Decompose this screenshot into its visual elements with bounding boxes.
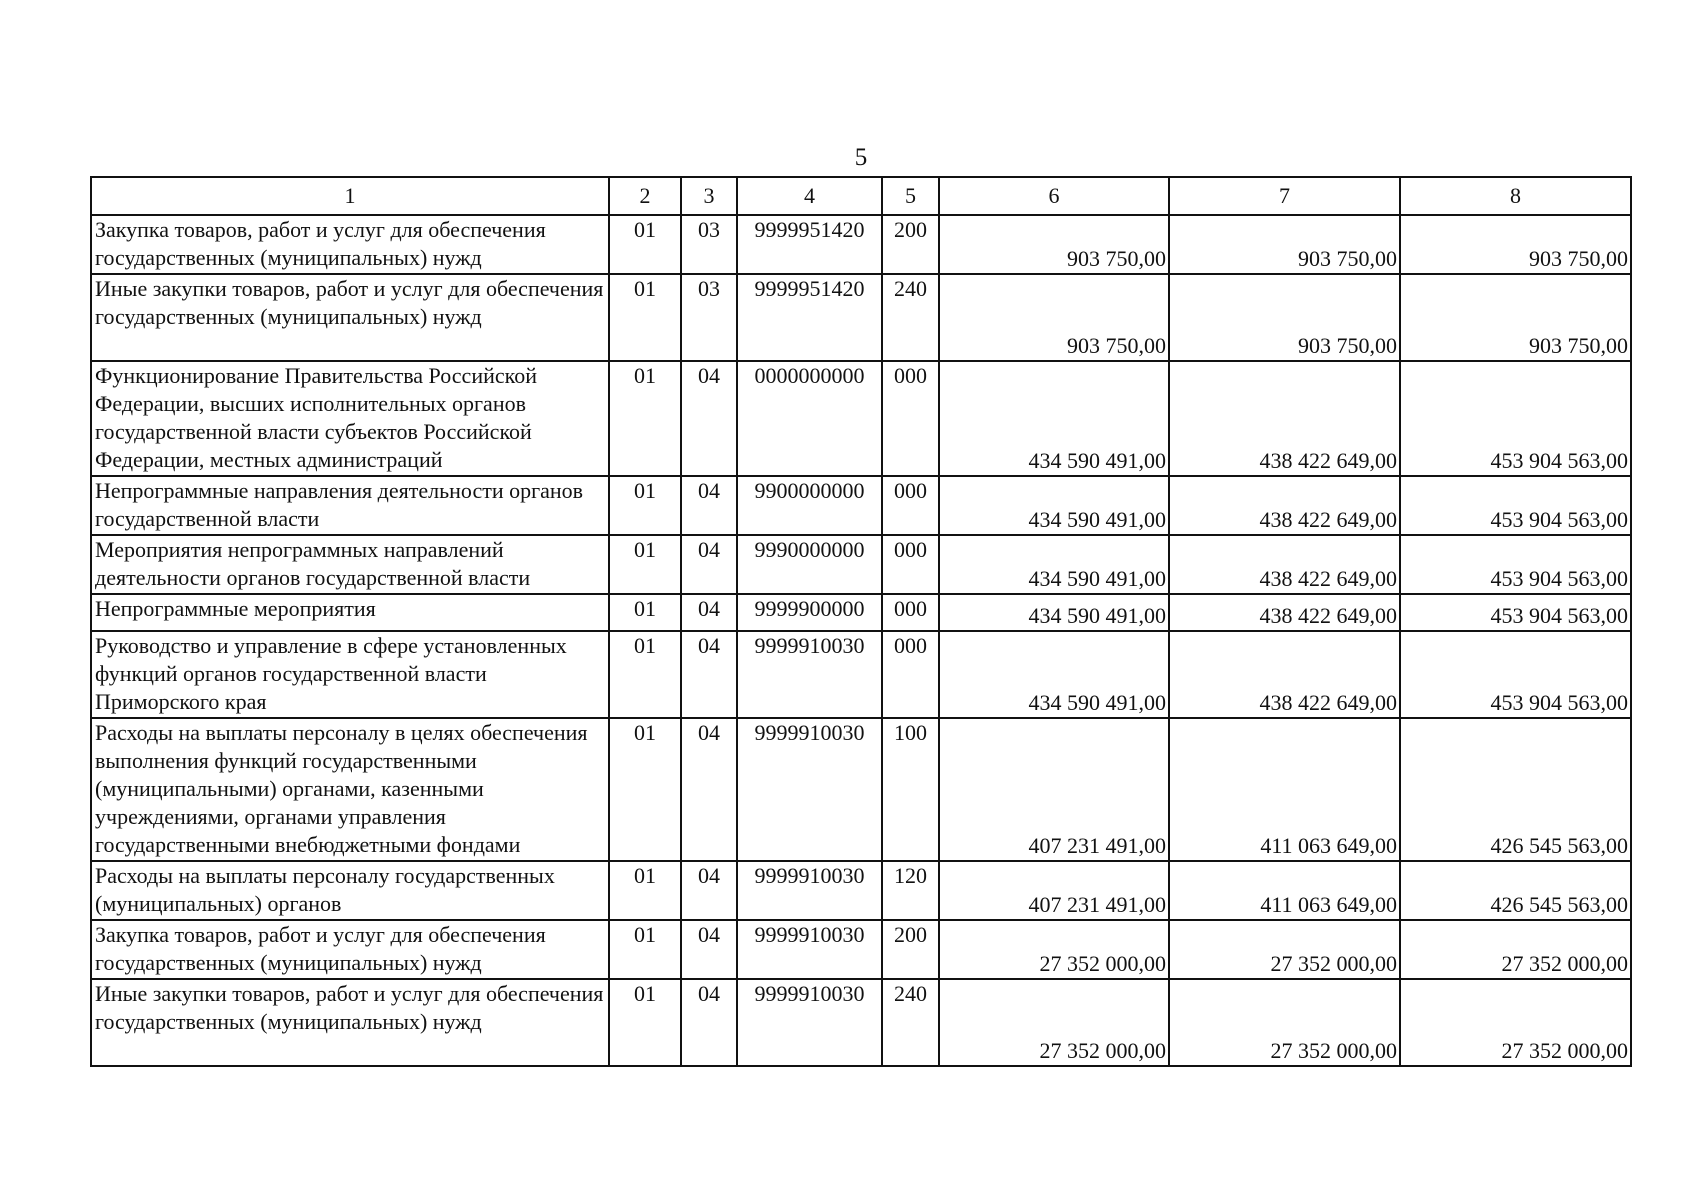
- section-code: 01: [609, 274, 681, 361]
- target-article-code: 9900000000: [737, 476, 882, 535]
- expense-type-code: 200: [882, 920, 939, 979]
- column-header: 8: [1400, 177, 1631, 215]
- subsection-code: 04: [681, 920, 737, 979]
- table-row: [91, 861, 1631, 920]
- row-name: Расходы на выплаты персоналу в целях обеспечения выполнения функций государственными (муниципальными) органами, казенными учреждениями, органами управления государственными внебюджетными фондами: [91, 718, 609, 861]
- column-header: 6: [939, 177, 1169, 215]
- amount-col8: 27 352 000,00: [1400, 920, 1631, 979]
- column-header: 7: [1169, 177, 1400, 215]
- section-code: 01: [609, 718, 681, 861]
- target-article-code: 9999951420: [737, 215, 882, 274]
- column-header: 3: [681, 177, 737, 215]
- section-code: 01: [609, 861, 681, 920]
- table-row: [91, 920, 1631, 979]
- table-row: [91, 718, 1631, 861]
- amount-col6: 903 750,00: [939, 274, 1169, 361]
- amount-col6: 27 352 000,00: [939, 979, 1169, 1066]
- amount-col8: 27 352 000,00: [1400, 979, 1631, 1066]
- amount-col6: 434 590 491,00: [939, 361, 1169, 476]
- target-article-code: 9999900000: [737, 594, 882, 631]
- row-name: Непрограммные мероприятия: [91, 594, 609, 631]
- amount-col7: 27 352 000,00: [1169, 979, 1400, 1066]
- target-article-code: 9999951420: [737, 274, 882, 361]
- amount-col7: 411 063 649,00: [1169, 718, 1400, 861]
- subsection-code: 03: [681, 215, 737, 274]
- expense-type-code: 000: [882, 631, 939, 718]
- amount-col6: 407 231 491,00: [939, 861, 1169, 920]
- row-name: Мероприятия непрограммных направлений деятельности органов государственной власти: [91, 535, 609, 594]
- amount-col8: 903 750,00: [1400, 274, 1631, 361]
- expense-type-code: 000: [882, 476, 939, 535]
- amount-col7: 903 750,00: [1169, 274, 1400, 361]
- amount-col8: 426 545 563,00: [1400, 718, 1631, 861]
- table-row: [91, 274, 1631, 361]
- expense-type-code: 000: [882, 594, 939, 631]
- row-name: Закупка товаров, работ и услуг для обеспечения государственных (муниципальных) нужд: [91, 215, 609, 274]
- expense-type-code: 240: [882, 979, 939, 1066]
- amount-col6: 434 590 491,00: [939, 535, 1169, 594]
- subsection-code: 04: [681, 361, 737, 476]
- table-header-row: [91, 177, 1631, 215]
- section-code: 01: [609, 361, 681, 476]
- table-row: [91, 631, 1631, 718]
- budget-table: [90, 176, 1632, 1067]
- column-header: 2: [609, 177, 681, 215]
- page-number: 5: [854, 144, 868, 171]
- row-name: Функционирование Правительства Российской Федерации, высших исполнительных органов государственной власти субъектов Российской Федерации, местных администраций: [91, 361, 609, 476]
- subsection-code: 04: [681, 979, 737, 1066]
- section-code: 01: [609, 631, 681, 718]
- section-code: 01: [609, 594, 681, 631]
- row-name: Непрограммные направления деятельности органов государственной власти: [91, 476, 609, 535]
- table-row: [91, 535, 1631, 594]
- expense-type-code: 200: [882, 215, 939, 274]
- amount-col6: 434 590 491,00: [939, 594, 1169, 631]
- amount-col7: 411 063 649,00: [1169, 861, 1400, 920]
- amount-col6: 27 352 000,00: [939, 920, 1169, 979]
- table-row: [91, 361, 1631, 476]
- row-name: Закупка товаров, работ и услуг для обеспечения государственных (муниципальных) нужд: [91, 920, 609, 979]
- table-row: [91, 979, 1631, 1066]
- row-name: Расходы на выплаты персоналу государственных (муниципальных) органов: [91, 861, 609, 920]
- amount-col7: 438 422 649,00: [1169, 535, 1400, 594]
- amount-col7: 438 422 649,00: [1169, 361, 1400, 476]
- expense-type-code: 000: [882, 361, 939, 476]
- table-row: [91, 594, 1631, 631]
- amount-col7: 438 422 649,00: [1169, 594, 1400, 631]
- table-row: [91, 476, 1631, 535]
- expense-type-code: 100: [882, 718, 939, 861]
- subsection-code: 04: [681, 631, 737, 718]
- subsection-code: 04: [681, 535, 737, 594]
- amount-col7: 27 352 000,00: [1169, 920, 1400, 979]
- table-row: [91, 215, 1631, 274]
- subsection-code: 03: [681, 274, 737, 361]
- amount-col6: 434 590 491,00: [939, 631, 1169, 718]
- subsection-code: 04: [681, 861, 737, 920]
- target-article-code: 9999910030: [737, 861, 882, 920]
- target-article-code: 9999910030: [737, 718, 882, 861]
- expense-type-code: 240: [882, 274, 939, 361]
- subsection-code: 04: [681, 476, 737, 535]
- target-article-code: 9999910030: [737, 631, 882, 718]
- subsection-code: 04: [681, 594, 737, 631]
- amount-col6: 407 231 491,00: [939, 718, 1169, 861]
- amount-col7: 438 422 649,00: [1169, 631, 1400, 718]
- row-name: Руководство и управление в сфере установленных функций органов государственной власти Приморского края: [91, 631, 609, 718]
- amount-col8: 453 904 563,00: [1400, 361, 1631, 476]
- section-code: 01: [609, 215, 681, 274]
- column-header: 4: [737, 177, 882, 215]
- amount-col7: 438 422 649,00: [1169, 476, 1400, 535]
- expense-type-code: 120: [882, 861, 939, 920]
- amount-col6: 903 750,00: [939, 215, 1169, 274]
- column-header: 5: [882, 177, 939, 215]
- amount-col8: 453 904 563,00: [1400, 535, 1631, 594]
- subsection-code: 04: [681, 718, 737, 861]
- target-article-code: 0000000000: [737, 361, 882, 476]
- amount-col6: 434 590 491,00: [939, 476, 1169, 535]
- amount-col8: 453 904 563,00: [1400, 594, 1631, 631]
- row-name: Иные закупки товаров, работ и услуг для обеспечения государственных (муниципальных) нужд: [91, 979, 609, 1066]
- amount-col8: 426 545 563,00: [1400, 861, 1631, 920]
- section-code: 01: [609, 979, 681, 1066]
- row-name: Иные закупки товаров, работ и услуг для обеспечения государственных (муниципальных) нужд: [91, 274, 609, 361]
- target-article-code: 9990000000: [737, 535, 882, 594]
- amount-col7: 903 750,00: [1169, 215, 1400, 274]
- amount-col8: 453 904 563,00: [1400, 476, 1631, 535]
- expense-type-code: 000: [882, 535, 939, 594]
- target-article-code: 9999910030: [737, 920, 882, 979]
- amount-col8: 453 904 563,00: [1400, 631, 1631, 718]
- amount-col8: 903 750,00: [1400, 215, 1631, 274]
- column-header: 1: [91, 177, 609, 215]
- section-code: 01: [609, 476, 681, 535]
- section-code: 01: [609, 535, 681, 594]
- target-article-code: 9999910030: [737, 979, 882, 1066]
- section-code: 01: [609, 920, 681, 979]
